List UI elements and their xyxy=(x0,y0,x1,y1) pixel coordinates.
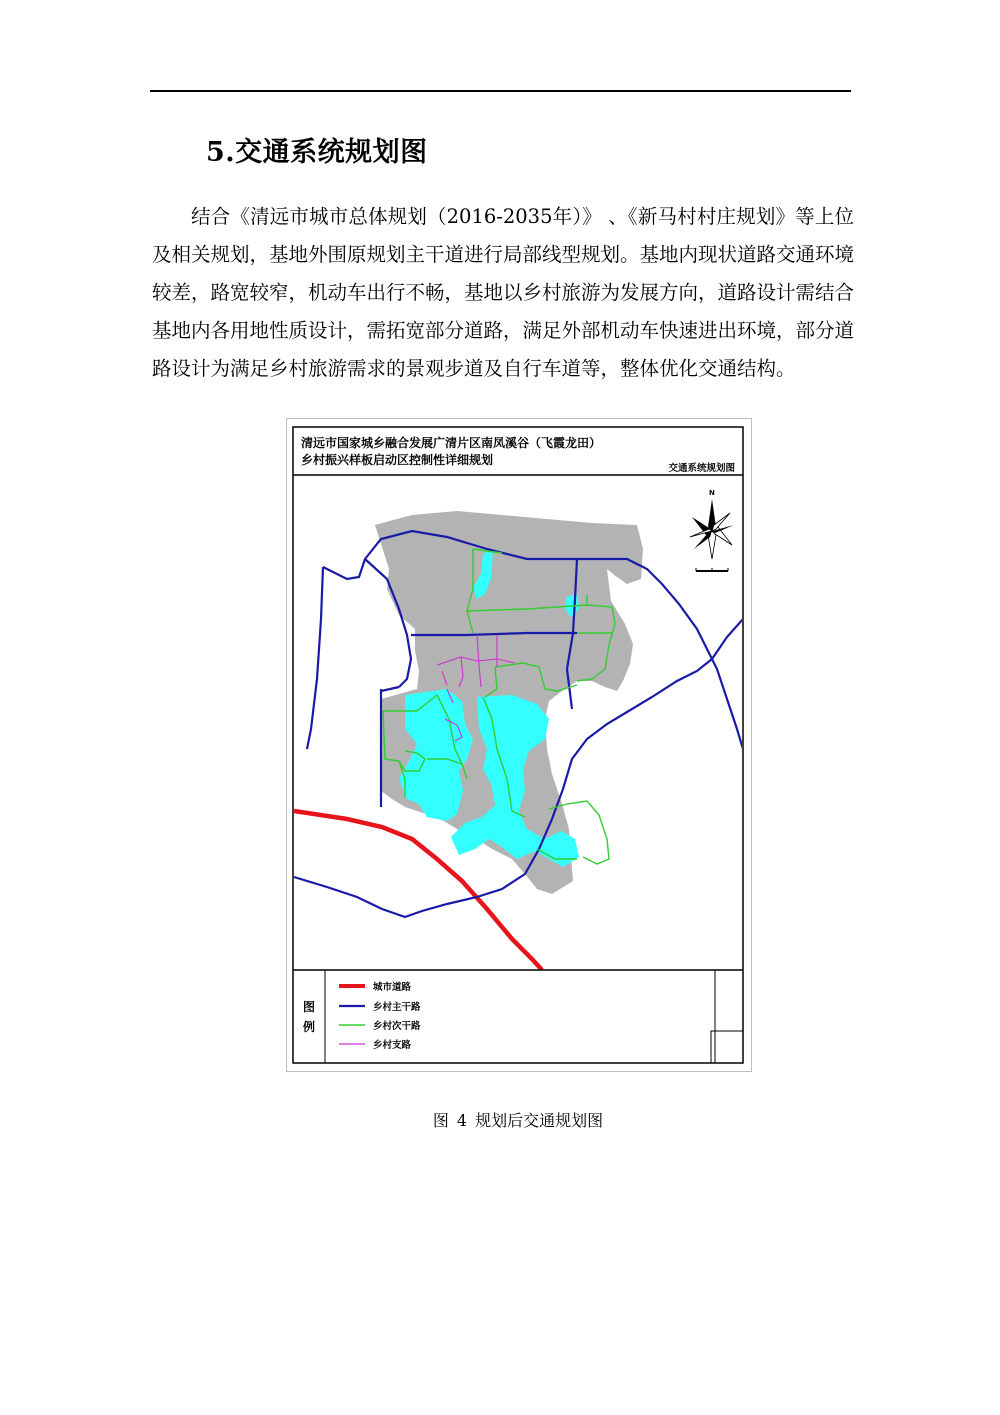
caption-prefix: 图 xyxy=(432,1111,449,1130)
legend-item-secondary-road xyxy=(339,1020,421,1032)
north-arrow-icon xyxy=(690,489,734,571)
legend-item-main-road xyxy=(339,1001,421,1013)
section-title: 5.交通系统规划图 xyxy=(206,137,428,168)
caption-text: 规划后交通规划图 xyxy=(475,1111,604,1130)
legend-label: 乡村主干路 xyxy=(373,1002,421,1013)
traffic-plan-figure xyxy=(286,418,752,1072)
legend-corner-box xyxy=(711,1031,743,1063)
map-title-line1: 清远市国家城乡融合发展广清片区南凤溪谷（飞霞龙田） xyxy=(301,436,602,450)
legend-label: 乡村次干路 xyxy=(373,1021,421,1032)
legend-heading-char1: 图 xyxy=(303,1000,316,1014)
north-label: N xyxy=(709,489,715,497)
map-title-line2: 乡村振兴样板启动区控制性详细规划 xyxy=(301,453,494,467)
legend-label: 乡村支路 xyxy=(373,1040,412,1051)
caption-number: 4 xyxy=(456,1111,468,1130)
paragraph-text: 结合《清远市城市总体规划（2016-2035年）》 、《新马村村庄规划》等上位及相关规划，基地外围原规划主干道进行局部线型规划。基地内现状道路交通环境较差，路宽较窄，机动车出行不畅，基地以乡村旅游为发展方向，道路设计需结合基地内各用地性质设计，需拓宽部分道路，满足外部机动车快速进出环境，部分道路设计为满足乡村旅游需求的景观步道及自行车道等，整体优化交通结构。 xyxy=(152,205,855,380)
legend-label: 城市道路 xyxy=(373,982,412,993)
traffic-plan-map xyxy=(287,419,751,1071)
legend-item-branch-road xyxy=(339,1039,412,1051)
header-rule xyxy=(150,90,851,92)
legend-item-city-road xyxy=(339,981,412,993)
body-paragraph xyxy=(152,198,854,388)
figure-caption xyxy=(0,1108,1000,1131)
legend-heading-char2: 例 xyxy=(303,1020,316,1034)
map-subtitle: 交通系统规划图 xyxy=(668,463,735,474)
